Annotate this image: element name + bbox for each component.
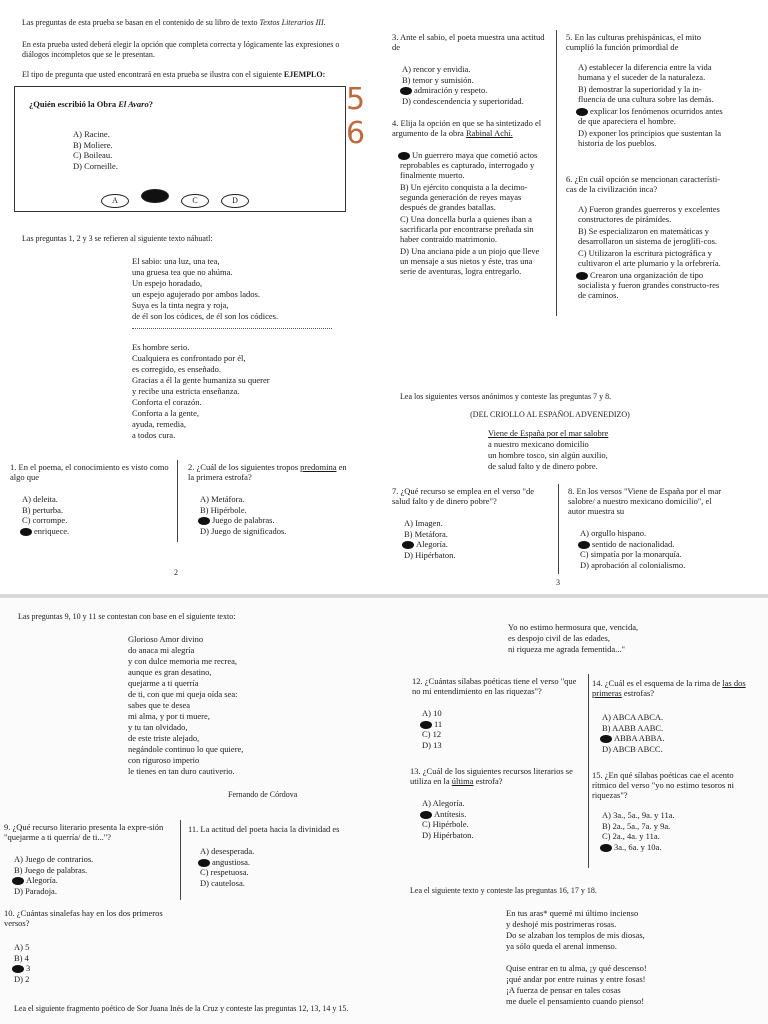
q2-option-b[interactable]: B) Hipérbole. (200, 504, 247, 515)
q6-option-d-marked[interactable]: Crearon una organización de tipo socialista y fueron grandes constructo-res de caminos. (578, 270, 720, 301)
question-15-options (602, 810, 675, 852)
filled-bubble-icon (600, 735, 612, 743)
filled-bubble-icon (600, 844, 612, 852)
q11-option-d[interactable]: D) cautelosa. (200, 877, 245, 888)
q6-option-b[interactable]: B) Se especializaron en matemáticas y desarrollaron un sistema de jeroglífi-cos. (578, 226, 718, 246)
question-13: 13. ¿Cuál de los siguientes recursos literarios se utiliza en la última estrofa? (410, 766, 573, 786)
filled-bubble-icon (198, 859, 210, 867)
page-number-2: 2 (174, 568, 178, 577)
question-4: 4. Elija la opción en que se ha sintetizado el argumento de la obra Rabinal Achí. (392, 118, 542, 138)
q11-option-c[interactable]: C) respetuosa. (200, 867, 249, 877)
question-4-options (400, 150, 548, 276)
question-10: 10. ¿Cuántas sinalefas hay en los dos primeros versos? (4, 908, 163, 928)
q11-option-b-marked[interactable]: angustiosa. (200, 857, 254, 868)
q14-option-c-marked[interactable]: ABBA ABBA. (602, 733, 665, 744)
q3-option-b[interactable]: B) temor y sumisión. (402, 74, 474, 85)
column-divider (177, 460, 178, 542)
filled-bubble-icon (12, 877, 24, 885)
filled-bubble-icon (12, 965, 24, 973)
bottom-sheet (0, 598, 768, 1024)
question-12-options (422, 708, 442, 750)
q5-option-c-marked[interactable]: explicar los fenómenos ocurridos antes de que apareciera el hombre. (578, 106, 723, 127)
pencil-mark-6: 6 (346, 116, 366, 151)
q6-option-a[interactable]: A) Fueron grandes guerreros y excelentes constructores de pirámides. (578, 204, 720, 224)
q9-option-b[interactable]: B) Juego de palabras. (14, 864, 88, 875)
question-5: 5. En las culturas prehispánicas, el mito cumplió la función primordial de (566, 32, 702, 52)
example-intro: El tipo de pregunta que usted encontrará en esta prueba se ilustra con el siguiente EJEMPLO: (22, 70, 326, 79)
q7-option-d[interactable]: D) Hipérbaton. (404, 549, 456, 560)
question-6-options (578, 204, 724, 300)
q3-option-d[interactable]: D) condescendencia y superioridad. (402, 95, 524, 106)
sonnet-text: En tus aras* quemé mi último incienso y deshojé mis postrimeras rosas. Do se alzaban los templos de mis diosas, ya sólo queda el arenal inmenso. Quise entrar en tu alma, ¡y qué descenso! ¡qué andar por entre ruinas y entre fosas! ¡A fuerza de pensar en tales cosas me duele el pensamiento cuando pienso! (506, 908, 647, 1006)
filled-bubble-icon (20, 528, 32, 536)
q1-option-b[interactable]: B) perturba. (22, 504, 64, 515)
question-13-options (422, 798, 473, 840)
footer-sor-juana: Lea el siguiente fragmento poético de Sor Juana Inés de la Cruz y conteste las preguntas 12, 13, 14 y 15. (14, 1004, 349, 1013)
q10-option-a[interactable]: A) 5 (14, 942, 30, 952)
q13-option-a[interactable]: A) Alegoría. (422, 798, 465, 808)
q5-option-d[interactable]: D) exponer los principios que sustentan la historia de los pueblos. (578, 128, 722, 149)
column-divider (588, 674, 589, 868)
q10-option-b[interactable]: B) 4 (14, 952, 29, 963)
example-box (14, 86, 346, 212)
q4-option-d[interactable]: D) Una anciana pide a un piojo que lleve un mensaje a sus nietos y éste, tras una serie de aventuras, logra entregarlo. (400, 246, 540, 277)
oval-b-filled[interactable] (141, 189, 169, 203)
pencil-mark-5: 5 (346, 82, 366, 117)
q5-option-b[interactable]: B) demostrar la superioridad y la in-fluencia de una cultura sobre las demás. (578, 84, 714, 104)
question-7: 7. ¿Qué recurso se emplea en el verso "de salud falto y de dinero pobre"? (392, 486, 535, 506)
filled-bubble-icon (198, 517, 210, 525)
q6-option-c[interactable]: C) Utilizaron la escritura pictográfica y cultivaron el arte plumario y la orfebrería. (578, 248, 721, 268)
question-1-options (22, 494, 69, 536)
question-15: 15. ¿En qué sílabas poéticas cae el acento rítmico del verso "yo no estimo tesoros ni riquezas"? (592, 770, 735, 800)
filled-bubble-icon (398, 152, 410, 160)
question-9: 9. ¿Qué recurso literario presenta la expre-sión "quejarme a ti querría/ de ti..."? (4, 822, 164, 842)
filled-bubble-icon (402, 541, 414, 549)
question-2-options (200, 494, 286, 536)
q9-option-d[interactable]: D) Paradoja. (14, 885, 57, 896)
q15-option-b[interactable]: B) 2a., 5a., 7a. y 9a. (602, 820, 671, 831)
q10-option-c-marked[interactable]: 3 (14, 963, 30, 974)
q7-option-b[interactable]: B) Metáfora. (404, 528, 448, 539)
q2-option-d[interactable]: D) Juego de significados. (200, 525, 287, 536)
oval-a[interactable]: A (101, 194, 129, 208)
q7-option-a[interactable]: A) Imagen. (404, 518, 443, 528)
question-8: 8. En los versos "Viene de España por el mar salobre/ a nuestro mexicano domicilio", el autor muestra su (568, 486, 722, 516)
filled-bubble-icon (576, 272, 588, 280)
q13-option-d[interactable]: D) Hipérbaton. (422, 829, 474, 840)
q8-option-d[interactable]: D) aprobación al colonialismo. (580, 559, 686, 570)
q7-option-c-marked[interactable]: Alegoría. (404, 539, 455, 550)
filled-bubble-icon (400, 87, 412, 95)
q12-option-a[interactable]: A) 10 (422, 708, 442, 718)
q4-option-c[interactable]: C) Una doncella burla a quienes iban a sacrificarla por encontrarse preñada sin haber contraído matrimonio. (400, 214, 534, 245)
q9-option-a[interactable]: A) Juego de contrarios. (14, 854, 94, 864)
question-10-options (14, 942, 30, 984)
page-number-3: 3 (556, 578, 560, 587)
q8-option-b-marked[interactable]: sentido de nacionalidad. (580, 539, 685, 550)
verses-intro: Lea los siguientes versos anónimos y conteste las preguntas 7 y 8. (400, 392, 612, 401)
intro-instructions: En esta prueba usted deberá elegir la opción que completa correcta y lógicamente las expresiones o diálogos incompletos que se le presentan. (22, 40, 340, 59)
oval-c[interactable]: C (181, 194, 209, 208)
question-3-options (402, 64, 524, 106)
question-3: 3. Ante el sabio, el poeta muestra una actitud de (392, 32, 545, 52)
intro-line: Las preguntas de esta prueba se basan en el contenido de su libro de texto Textos Literarios III. (22, 18, 326, 27)
sor-juana-poem: Yo no estimo hermosura que, vencida, es despojo civil de las edades, ni riqueza me agrada fementida..." (508, 622, 639, 654)
q4-option-b[interactable]: B) Un ejército conquista a la decimo-segunda generación de reyes mayas después de grandes batallas. (400, 182, 528, 213)
example-options (73, 129, 118, 171)
example-option-b: B) Moliere. (73, 139, 113, 150)
q4-option-a-marked[interactable]: Un guerrero maya que cometió actos reprobables es capturado, interrogado y finalmente muerto. (400, 150, 538, 181)
filled-bubble-icon (578, 541, 590, 549)
question-12: 12. ¿Cuántas sílabas poéticas tiene el verso "que no mi entendimiento en las riquezas"? (412, 676, 577, 696)
q15-option-a[interactable]: A) 3a., 5a., 9a. y 11a. (602, 810, 675, 820)
q1-option-d-marked[interactable]: enriquece. (22, 526, 69, 537)
q2-option-c-marked[interactable]: Juego de palabras. (200, 515, 286, 526)
q8-option-c[interactable]: C) simpatía por la monarquía. (580, 549, 682, 559)
nahuatl-poem-2: Es hombre serio. Cualquiera es confrontado por él, es corregido, es enseñado. Gracias a él la gente humaniza su querer y recibe una estricta enseñanza. Conforta el corazón. Conforta a la gente, ayuda, remedia, a todos cura. (132, 342, 270, 440)
q5-option-a[interactable]: A) establecer la diferencia entre la vida humana y el suceder de la naturaleza. (578, 62, 712, 82)
q14-option-a[interactable]: A) ABCA ABCA. (602, 712, 664, 722)
filled-bubble-icon (576, 108, 588, 116)
q3-option-a[interactable]: A) rencor y envidia. (402, 64, 471, 74)
q12-option-d[interactable]: D) 13 (422, 739, 442, 750)
question-14-options (602, 712, 665, 754)
q8-option-a[interactable]: A) orgullo hispano. (580, 528, 647, 538)
q12-option-c[interactable]: C) 12 (422, 729, 442, 739)
q13-option-b-marked[interactable]: Antítesis. (422, 809, 473, 820)
column-divider (556, 30, 557, 316)
question-14: 14. ¿Cuál es el esquema de la rima de las dos primeras estrofas? (592, 678, 746, 698)
question-1: 1. En el poema, el conocimiento es visto como algo que (10, 462, 169, 482)
intro-16-18: Lea el siguiente texto y conteste las preguntas 16, 17 y 18. (410, 886, 597, 895)
verses-text: Viene de España por el mar salobre a nuestro mexicano domicilio un hombre tosco, sin algún auxilio, de salud falto y de dinero pobre. (488, 428, 609, 471)
poem-divider (132, 328, 332, 329)
intro-9-11: Las preguntas 9, 10 y 11 se contestan con base en el siguiente texto: (18, 612, 236, 621)
example-option-a: A) Racine. (73, 129, 110, 139)
example-option-d: D) Corneille. (73, 160, 118, 171)
oval-d[interactable]: D (221, 194, 249, 208)
example-option-c: C) Boileau. (73, 150, 113, 160)
filled-bubble-icon (420, 721, 432, 729)
q14-option-d[interactable]: D) ABCB ABCC. (602, 743, 663, 754)
q1-option-c[interactable]: C) corrompe. (22, 515, 68, 525)
filled-bubble-icon (420, 811, 432, 819)
q10-option-d[interactable]: D) 2 (14, 973, 30, 984)
q2-option-a[interactable]: A) Metáfora. (200, 494, 245, 504)
q14-option-b[interactable]: B) AABB AABC. (602, 722, 664, 733)
nahuatl-poem-1: El sabio: una luz, una tea, una gruesa tea que no ahúma. Un espejo horadado, un espejo agujerado por ambos lados. Suya es la tinta negra y roja, de él son los códices, de él son los códices. (132, 256, 279, 321)
nahuatl-intro: Las preguntas 1, 2 y 3 se refieren al siguiente texto náhuatl: (22, 234, 213, 243)
q13-option-c[interactable]: C) Hipérbole. (422, 819, 469, 829)
q12-option-b-marked[interactable]: 11 (422, 719, 442, 730)
question-11-options (200, 846, 254, 888)
column-divider (180, 820, 181, 900)
q9-option-c-marked[interactable]: Alegoría. (14, 875, 93, 886)
q11-option-a[interactable]: A) desesperada. (200, 846, 255, 856)
cordova-poem: Glorioso Amor divino do anaca mi alegría y con dulce memoria me recrea, aunque es gran desatino, quejarme a ti querría de ti, con que mi queja oída sea: sabes que te desea mi alma, y por ti muere, y tu tan olvidado, de este triste alejado, negándole continuo lo que quiere, con riguroso imperio le tienes en tan duro cautiverio. (128, 634, 244, 776)
q15-option-c[interactable]: C) 2a., 4a. y 11a. (602, 831, 660, 841)
question-9-options (14, 854, 93, 896)
example-question: ¿Quién escribió la Obra El Avaro? (29, 99, 153, 109)
poem-author: Fernando de Córdova (228, 790, 298, 799)
verses-title: (DEL CRIOLLO AL ESPAÑOL ADVENEDIZO) (470, 410, 630, 419)
question-6: 6. ¿En cuál opción se mencionan característi-cas de la civilización inca? (566, 174, 721, 194)
answer-ovals (101, 189, 261, 208)
q3-option-c-marked[interactable]: admiración y respeto. (402, 85, 524, 96)
question-2: 2. ¿Cuál de los siguientes tropos predomina en la primera estrofa? (188, 462, 347, 482)
q1-option-a[interactable]: A) deleita. (22, 494, 58, 504)
question-8-options (580, 528, 685, 570)
question-5-options (578, 62, 724, 148)
q15-option-d-marked[interactable]: 3a., 6a. y 10a. (602, 842, 675, 853)
question-7-options (404, 518, 455, 560)
question-11: 11. La actitud del poeta hacia la divinidad es (188, 824, 340, 834)
column-divider (558, 484, 559, 574)
